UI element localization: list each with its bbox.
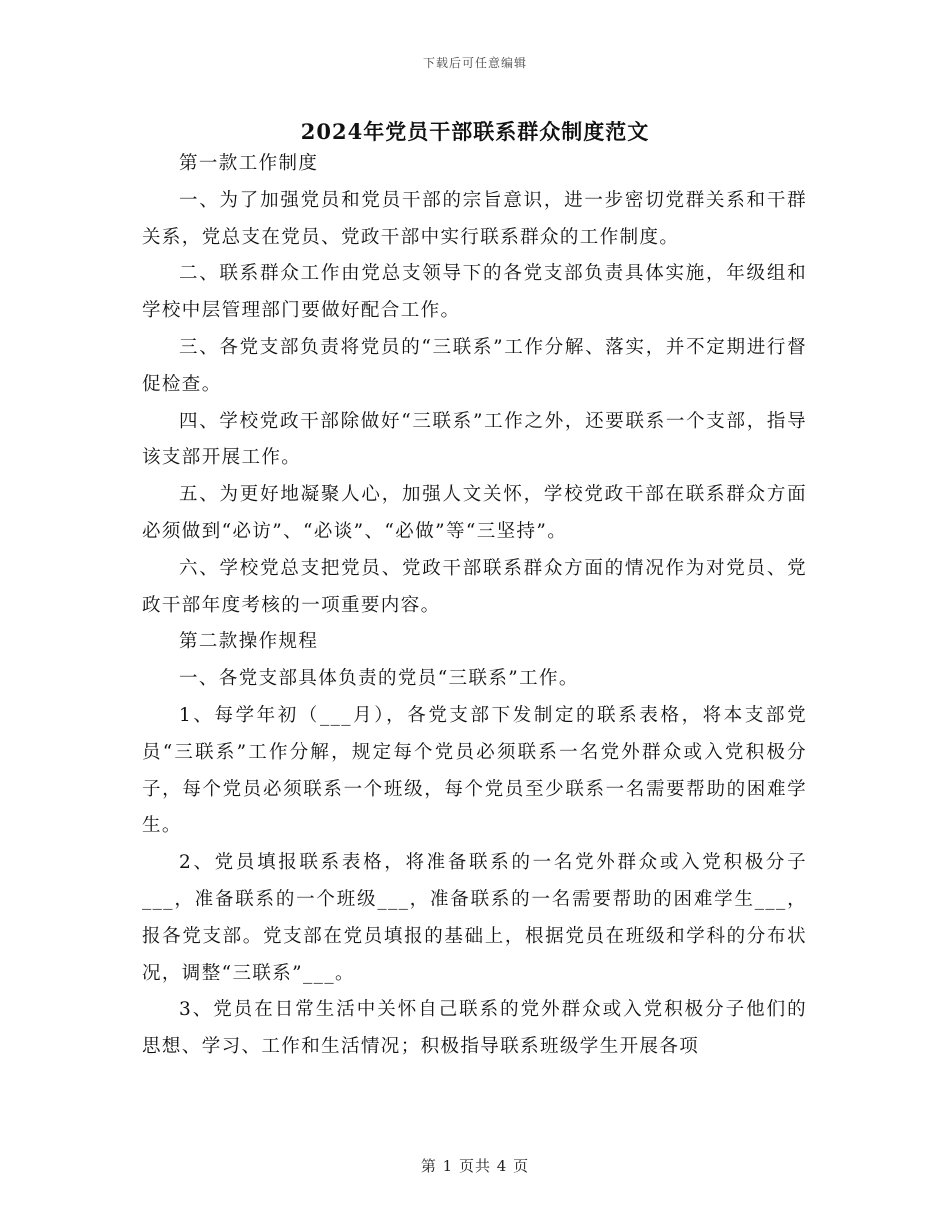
- page-indicator: 第 1 页共 4 页: [420, 1157, 530, 1175]
- paragraph: 五、为更好地凝聚人心，加强人文关怀，学校党政干部在联系群众方面必须做到“必访”、“必谈”、“必做”等“三坚持”。: [142, 484, 807, 542]
- paragraph: 四、学校党政干部除做好“三联系”工作之外，还要联系一个支部，指导该支部开展工作。: [142, 410, 807, 469]
- paragraph: 六、学校党总支把党员、党政干部联系群众方面的情况作为对党员、党政干部年度考核的一项重要内容。: [142, 557, 807, 616]
- header-note: 下载后可任意编辑: [422, 56, 527, 70]
- paragraph: 一、各党支部具体负责的党员“三联系”工作。: [179, 668, 579, 690]
- section-heading: 第一款工作制度: [179, 153, 319, 174]
- document-title: 2024年党员干部联系群众制度范文: [300, 119, 650, 144]
- section-heading: 第二款操作规程: [179, 631, 319, 653]
- paragraph: 1、每学年初（___月），各党支部下发制定的联系表格，将本支部党员“三联系”工作分解，规定每个党员必须联系一名党外群众或入党积极分子，每个党员必须联系一个班级，每个党员至少联系一名需要帮助的困难学生。: [142, 704, 807, 837]
- paragraph: 2、党员填报联系表格，将准备联系的一名党外群众或入党积极分子___，准备联系的一个班级___，准备联系的一名需要帮助的困难学生___，报各党支部。党支部在党员填报的基础上，根据党员在班级和学科的分布状况，调整“三联系”___。: [142, 852, 807, 984]
- document-body: [142, 146, 807, 1066]
- paragraph: 二、联系群众工作由党总支领导下的各党支部负责具体实施，年级组和学校中层管理部门要做好配合工作。: [142, 263, 807, 322]
- paragraph: 一、为了加强党员和党员干部的宗旨意识，进一步密切党群关系和干群关系，党总支在党员、党政干部中实行联系群众的工作制度。: [142, 189, 807, 248]
- paragraph: 三、各党支部负责将党员的“三联系”工作分解、落实，并不定期进行督促检查。: [142, 336, 807, 395]
- paragraph: 3、党员在日常生活中关怀自己联系的党外群众或入党积极分子他们的思想、学习、工作和生活情况；积极指导联系班级学生开展各项: [142, 999, 807, 1058]
